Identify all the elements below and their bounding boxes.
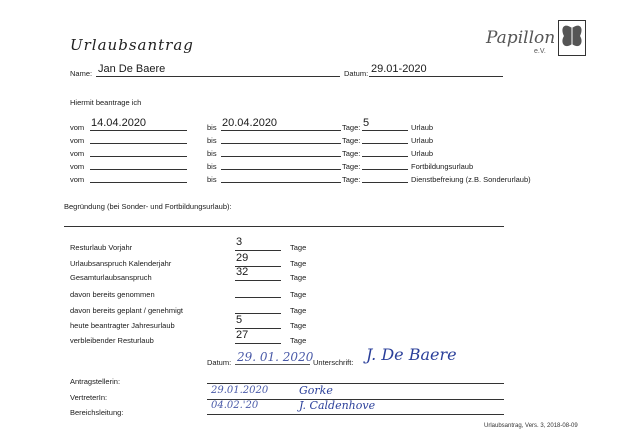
approval-label: Bereichsleitung: <box>70 408 124 417</box>
approval-label: Antragstellerin: <box>70 377 121 386</box>
bis-label: bis <box>207 149 217 158</box>
butterfly-logo-icon <box>558 20 586 56</box>
from-date-field[interactable] <box>90 170 187 183</box>
days-field[interactable] <box>362 170 408 183</box>
summary-label: heute beantragter Jahresurlaub <box>70 321 175 330</box>
logo-text: Papillon <box>486 28 556 48</box>
approval-signature-value: Gorke <box>299 384 333 397</box>
leave-type-label: Urlaub <box>411 136 434 145</box>
summary-value-field[interactable] <box>235 301 281 314</box>
summary-label: davon bereits genommen <box>70 290 155 299</box>
summary-label: verbleibender Resturlaub <box>70 336 154 345</box>
summary-unit: Tage <box>290 273 307 282</box>
signature-date-value: 29. 01. 2020 <box>237 350 314 364</box>
days-field[interactable] <box>362 118 408 131</box>
tage-label: Tage: <box>342 175 361 184</box>
approval-date-value: 29.01.2020 <box>211 385 269 396</box>
tage-label: Tage: <box>342 136 361 145</box>
from-date-field[interactable] <box>90 157 187 170</box>
approval-field[interactable] <box>207 371 504 384</box>
approval-field[interactable] <box>207 399 504 415</box>
name-field[interactable] <box>96 64 340 77</box>
logo-subtext: e.V. <box>534 48 546 55</box>
summary-value-field[interactable] <box>235 331 281 344</box>
summary-label: Urlaubsanspruch Kalenderjahr <box>70 259 172 268</box>
summary-value-field[interactable] <box>235 316 281 329</box>
signature-field[interactable] <box>360 345 470 365</box>
logo <box>486 18 596 62</box>
summary-value: 5 <box>236 314 243 326</box>
bis-label: bis <box>207 123 217 132</box>
bis-label: bis <box>207 162 217 171</box>
justification-label: Begründung (bei Sonder- und Fortbildungsurlaub): <box>64 202 232 211</box>
from-date-field[interactable] <box>90 144 187 157</box>
footer-text: Urlaubsantrag, Vers. 3, 2018-08-09 <box>484 423 578 429</box>
from-date-field[interactable] <box>90 131 187 144</box>
vom-label: vom <box>70 123 85 132</box>
summary-label: Resturlaub Vorjahr <box>70 243 133 252</box>
days-field[interactable] <box>362 131 408 144</box>
approval-label: VertreterIn: <box>70 393 108 402</box>
to-date-field[interactable] <box>221 118 341 131</box>
tage-label: Tage: <box>342 149 361 158</box>
vom-label: vom <box>70 175 85 184</box>
leave-type-label: Urlaub <box>411 149 434 158</box>
summary-unit: Tage <box>290 290 307 299</box>
summary-unit: Tage <box>290 336 307 345</box>
to-date-field[interactable] <box>221 170 341 183</box>
approval-date-value: 04.02.'20 <box>211 400 259 411</box>
to-date-value: 20.04.2020 <box>222 117 278 129</box>
from-date-field[interactable] <box>90 118 187 131</box>
signature-label: Unterschrift: <box>313 358 354 367</box>
tage-label: Tage: <box>342 162 361 171</box>
summary-value: 29 <box>236 252 249 264</box>
vom-label: vom <box>70 136 85 145</box>
justification-field[interactable] <box>64 218 504 227</box>
summary-value: 32 <box>236 266 249 278</box>
date-field[interactable] <box>369 64 503 77</box>
days-value: 5 <box>363 117 370 129</box>
date-value: 29.01-2020 <box>371 63 427 75</box>
days-field[interactable] <box>362 144 408 157</box>
summary-value-field[interactable] <box>235 285 281 298</box>
to-date-field[interactable] <box>221 144 341 157</box>
from-date-value: 14.04.2020 <box>91 117 147 129</box>
bis-label: bis <box>207 175 217 184</box>
form-title: Urlaubsantrag <box>70 36 194 54</box>
approval-signature-value: J. Caldenhove <box>299 399 376 412</box>
signature-value: J. De Baere <box>366 345 457 364</box>
vom-label: vom <box>70 162 85 171</box>
name-value: Jan De Baere <box>98 63 166 75</box>
signature-date-label: Datum: <box>207 358 232 367</box>
signature-date-field[interactable] <box>235 350 314 365</box>
bis-label: bis <box>207 136 217 145</box>
tage-label: Tage: <box>342 123 361 132</box>
summary-label: davon bereits geplant / genehmigt <box>70 306 183 315</box>
to-date-field[interactable] <box>221 157 341 170</box>
date-label: Datum: <box>344 69 369 78</box>
summary-unit: Tage <box>290 306 307 315</box>
summary-label: Gesamturlaubsanspruch <box>70 273 152 282</box>
summary-value-field[interactable] <box>235 268 281 281</box>
to-date-field[interactable] <box>221 131 341 144</box>
intro-text: Hiermit beantrage ich <box>70 98 142 107</box>
summary-unit: Tage <box>290 243 307 252</box>
days-field[interactable] <box>362 157 408 170</box>
summary-unit: Tage <box>290 321 307 330</box>
summary-value-field[interactable] <box>235 238 281 251</box>
summary-unit: Tage <box>290 259 307 268</box>
name-label: Name: <box>70 69 93 78</box>
summary-value: 27 <box>236 329 249 341</box>
leave-type-label: Urlaub <box>411 123 434 132</box>
vom-label: vom <box>70 149 85 158</box>
leave-type-label: Dienstbefreiung (z.B. Sonderurlaub) <box>411 175 531 184</box>
summary-value: 3 <box>236 236 243 248</box>
leave-type-label: Fortbildungsurlaub <box>411 162 474 171</box>
